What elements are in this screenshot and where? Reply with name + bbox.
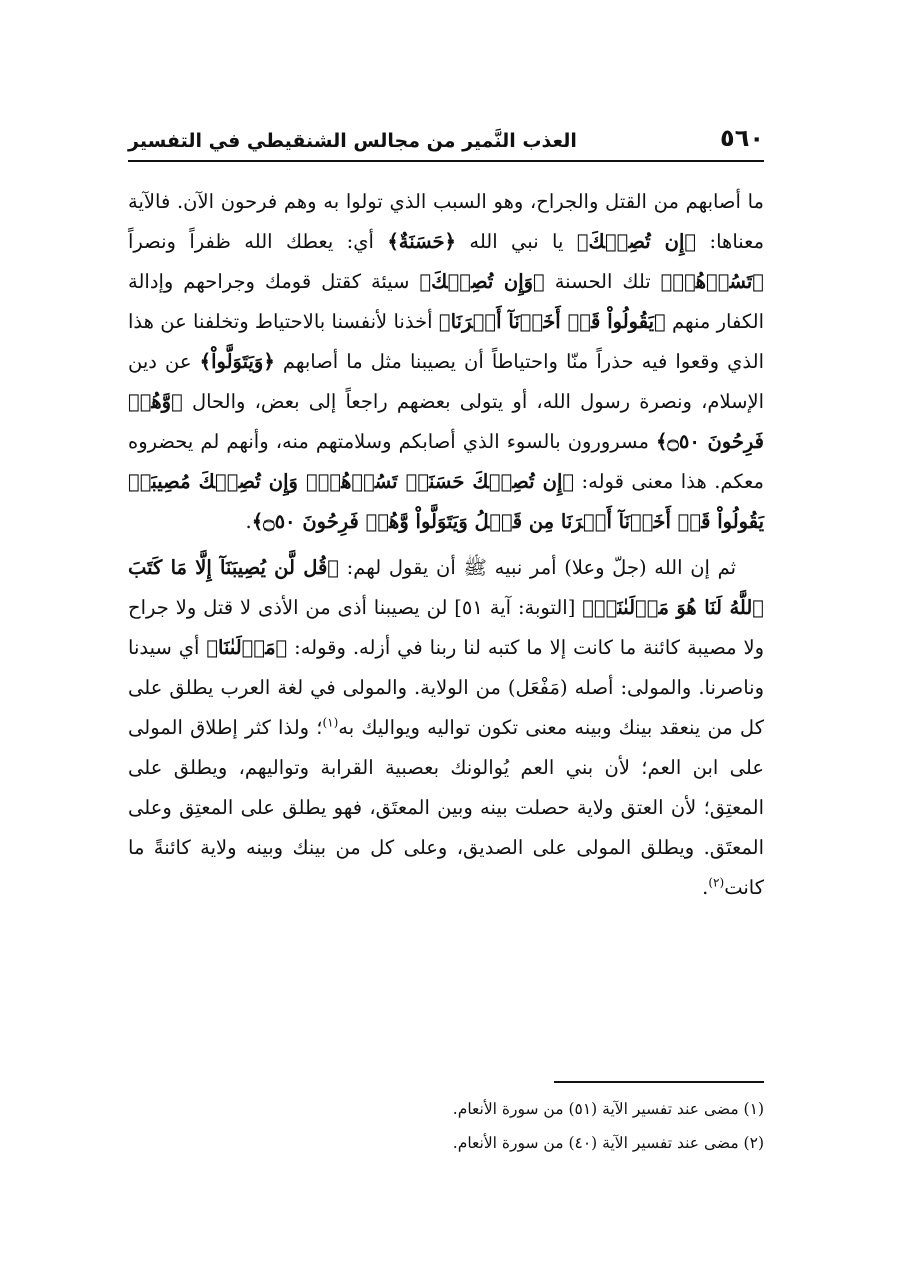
text-segment: أي سيدنا وناصرنا. والمولى: أصله (مَفْعَل) من الولاية. والمولى في لغة العرب يطلق على كل من ينعقد بينك وبينه معنى تكون تواليه ويواليك به — [128, 636, 764, 739]
quran-quote: ﴿مَوۡلَىٰنَا﴾ — [206, 636, 288, 659]
page-number: ٥٦٠ — [720, 124, 764, 152]
text-segment: أي: يعطك الله ظفراً ونصراً — [128, 230, 388, 253]
text-segment: . — [702, 876, 709, 899]
text-segment: ثم إن الله (جلّ وعلا) أمر نبيه ﷺ أن يقول لهم: — [339, 556, 736, 579]
quran-quote: ﴿إِن تُصِبۡكَ﴾ — [576, 230, 697, 253]
text-segment: . — [245, 510, 252, 533]
quran-quote: ﴿وَإِن تُصِبۡكَ﴾ — [419, 270, 545, 293]
text-segment: يا نبي الله — [455, 230, 577, 253]
footnote-divider — [554, 1081, 764, 1083]
text-segment: أخذنا لأنفسنا بالاحتياط وتخلفنا عن هذا الذي وقعوا فيه حذراً منّا واحتياطاً أن يصيبنا مثل ما أصابهم — [128, 310, 764, 373]
paragraph-2 — [128, 548, 764, 908]
text-segment: ؛ ولذا كثر إطلاق المولى على ابن العم؛ لأن بني العم يُوالونك بعصبية القرابة وتواليهم، ويطلق على المعتِق؛ لأن العتق ولاية حصلت بينه وبين المعتَق، فهو يطلق على المعتِق وعلى المعتَق. ويطلق المولى على الصديق، وعلى كل من بينك وبينه ولاية كائنةً ما كانت — [128, 716, 764, 899]
quran-quote: ﴿قُل لَّن يُصِيبَنَآ إِلَّا مَا كَتَبَ ٱللَّهُ لَنَا هُوَ مَوۡلَىٰنَاۚ﴾ — [128, 556, 764, 619]
body-text — [128, 182, 764, 908]
quran-quote: ﴿وَّهُمۡ فَرِحُونَ ۝٥٠﴾ — [128, 390, 764, 453]
quran-quote: ﴿حَسَنَةٌ﴾ — [387, 230, 456, 253]
footnote-2: (٢) مضى عند تفسير الآية (٤٠) من سورة الأنعام. — [452, 1134, 764, 1152]
footnote-ref-2[interactable]: (٢) — [708, 875, 725, 890]
running-title: العذب النَّمير من مجالس الشنقيطي في التفسير — [128, 130, 577, 152]
text-segment: ما أصابهم من القتل والجراح، وهو السبب الذي تولوا به وهم فرحون الآن. فالآية معناها: — [128, 190, 765, 253]
text-segment: [التوبة: آية ٥١] لن يصيبنا أذى من الأذى لا قتل ولا جراح ولا مصيبة كائنة ما كانت إلا ما كتبه لنا ربنا في أزله. وقوله: — [128, 596, 764, 659]
text-segment: عن دين الإسلام، ونصرة رسول الله، أو يتولى بعضهم راجعاً إلى بعض، والحال — [128, 350, 764, 413]
text-segment: مسرورون بالسوء الذي أصابكم وسلامتهم منه، وأنهم لم يحضروه معكم. هذا معنى قوله: — [128, 430, 764, 493]
footnote-1: (١) مضى عند تفسير الآية (٥١) من سورة الأنعام. — [452, 1100, 764, 1118]
quran-quote: ﴿تَسُؤۡهُمۡ﴾ — [660, 270, 764, 293]
quran-quote: ﴿وَيَتَوَلَّواْ﴾ — [199, 350, 275, 373]
quran-quote: ﴿إِن تُصِبۡكَ حَسَنَةٞ تَسُؤۡهُمۡۖ وَإِن تُصِبۡكَ مُصِيبَةٞ يَقُولُواْ قَدۡ أَخَذۡنَآ أَمۡرَنَا مِن قَبۡلُ وَيَتَوَلَّواْ وَّهُمۡ فَرِحُونَ ۝٥٠﴾ — [128, 470, 764, 533]
text-segment: تلك الحسنة — [544, 270, 661, 293]
text-segment: سيئة كقتل قومك وجراحهم وإدالة الكفار منهم — [128, 270, 764, 333]
footnotes — [128, 1092, 764, 1160]
footnote-ref-1[interactable]: (١) — [322, 715, 339, 730]
paragraph-1 — [128, 182, 764, 542]
quran-quote: ﴿يَقُولُواْ قَدۡ أَخَذۡنَآ أَمۡرَنَا﴾ — [438, 310, 666, 333]
page-header — [128, 112, 764, 162]
